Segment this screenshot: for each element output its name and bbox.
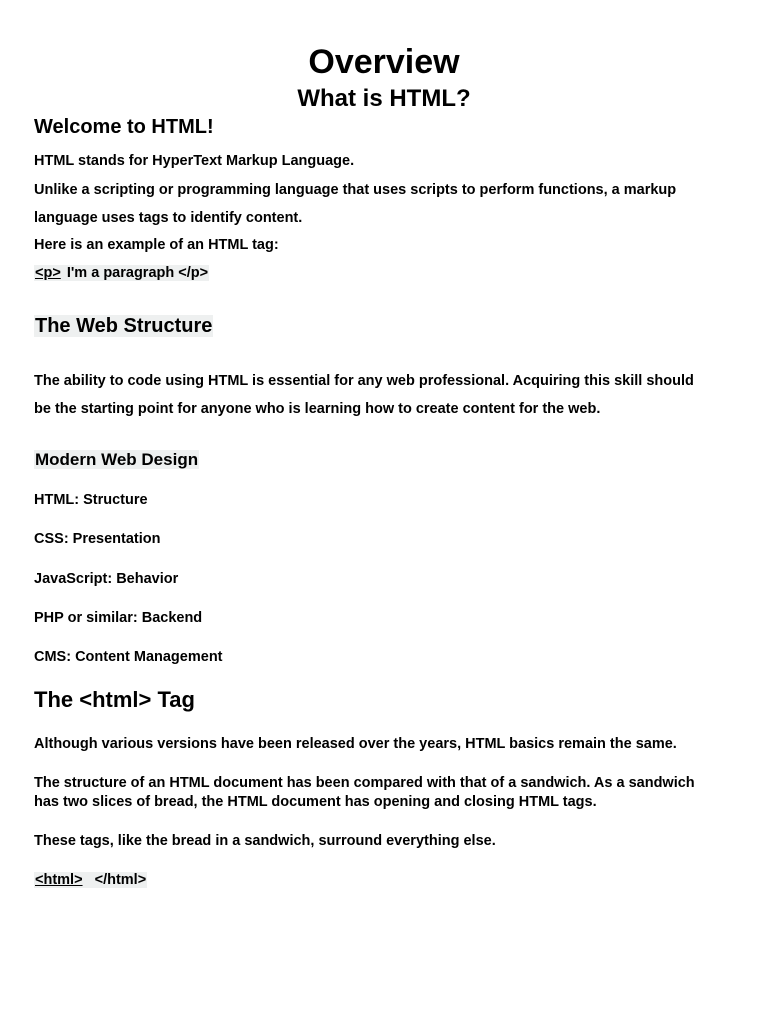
welcome-heading: Welcome to HTML! — [34, 116, 214, 138]
example-html-open-tag: <html> — [35, 872, 83, 888]
web-structure-heading-text: The Web Structure — [35, 315, 213, 337]
example-rest: I'm a paragraph </p> — [62, 265, 209, 281]
html-tag-para-2-line-2: has two slices of bread, the HTML document has opening and closing HTML tags. — [34, 794, 597, 810]
welcome-line-2: Unlike a scripting or programming language that uses scripts to perform functions, a markup language uses tags to identify content. — [34, 182, 677, 226]
welcome-line-3: Here is an example of an HTML tag: — [34, 237, 279, 253]
example-html-close-tag: </html> — [94, 872, 147, 888]
list-item: CSS: Presentation — [34, 531, 161, 547]
html-example-tag — [34, 264, 734, 283]
modern-web-design-heading — [34, 449, 734, 471]
html-tag-para-1: Although various versions have been released over the years, HTML basics remain the same. — [34, 736, 677, 752]
page-subtitle: What is HTML? — [297, 85, 471, 112]
modern-web-design-heading-text: Modern Web Design — [35, 450, 199, 469]
html-tag-para-2-line-1: The structure of an HTML document has been compared with that of a sandwich. As a sandwich — [34, 775, 695, 791]
html-tag-example — [34, 871, 734, 890]
html-tag-para-3: These tags, like the bread in a sandwich, surround everything else. — [34, 833, 496, 849]
html-tag-heading: The <html> Tag — [34, 687, 195, 712]
list-item: CMS: Content Management — [34, 649, 223, 665]
list-item: PHP or similar: Backend — [34, 610, 203, 626]
list-item: JavaScript: Behavior — [34, 571, 179, 587]
example-open-tag: <p> — [35, 265, 61, 281]
welcome-line-1: HTML stands for HyperText Markup Language. — [34, 153, 355, 169]
list-item: HTML: Structure — [34, 492, 148, 508]
page-title: Overview — [308, 43, 460, 81]
web-structure-paragraph: The ability to code using HTML is essential for any web professional. Acquiring this skill should be the starting point for anyone who is learning how to create content for the web. — [34, 373, 694, 417]
web-structure-heading — [34, 313, 734, 339]
